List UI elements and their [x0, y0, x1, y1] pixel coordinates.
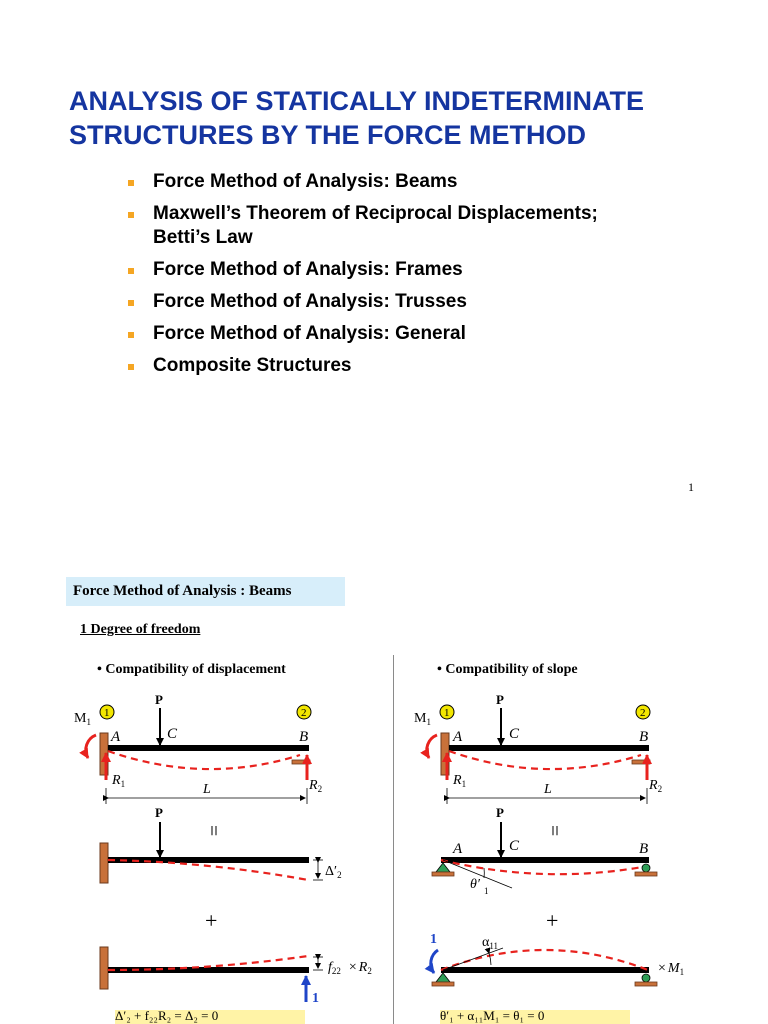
beam [108, 745, 309, 751]
support-base [635, 872, 657, 876]
load-label-p: P [155, 692, 163, 707]
reaction-moment-arrow [86, 735, 96, 758]
pin-support [436, 863, 450, 872]
point-label-a: A [453, 729, 463, 745]
section-title: Force Method of Analysis : Beams [66, 577, 345, 606]
load-label-p: P [496, 805, 504, 820]
deflected-shape [449, 751, 641, 769]
list-item-text: Composite Structures [153, 355, 352, 376]
left-column-heading: • Compatibility of displacement [97, 662, 286, 677]
moment-product-label: × $M_1$ [658, 961, 685, 977]
slope-tangent-line [443, 948, 503, 970]
point-label-a: A [111, 729, 121, 745]
reaction-label-r1: $R_1$ [453, 773, 467, 789]
point-label-c: C [509, 838, 520, 854]
list-item-text: Force Method of Analysis: General [153, 323, 466, 344]
support-base [432, 872, 454, 876]
left-redundant-beam [100, 947, 372, 1006]
load-label-p: P [155, 805, 163, 820]
title-line-2: STRUCTURES BY THE FORCE METHOD [69, 120, 587, 150]
node-label-2: 2 [640, 707, 646, 719]
pin-support [436, 973, 450, 982]
reaction-label-r1: $R_1$ [112, 773, 126, 789]
plus-sign: + [546, 908, 559, 933]
length-label: L [544, 782, 552, 797]
beam [441, 967, 649, 973]
compatibility-equation-left: Δ′₂ + f₂₂R₂ = Δ₂ = 0 [115, 1010, 305, 1024]
point-label-c: C [509, 726, 520, 742]
deflected-shape [108, 751, 300, 769]
list-item-text: Force Method of Analysis: Beams [153, 171, 458, 192]
moment-label: $M_1$ [414, 711, 431, 727]
beam [449, 745, 649, 751]
unit-load-label: 1 [312, 991, 319, 1006]
node-label-1: 1 [444, 707, 450, 719]
compatibility-equation-right: θ′₁ + α₁₁M₁ = θ₁ = 0 [440, 1010, 630, 1024]
flexibility-label: $f_{22} \times R_2$ [328, 960, 372, 976]
support-base [635, 982, 657, 986]
reaction-label-r2: $R_2$ [649, 778, 663, 794]
moment-label: $M_1$ [74, 711, 91, 727]
list-item-text: Force Method of Analysis: Trusses [153, 291, 467, 312]
support-base [432, 982, 454, 986]
slope-label: θ′ $_1$ [470, 877, 489, 896]
roller-support [642, 974, 650, 982]
point-label-c: C [167, 726, 178, 742]
page-number: 1 [688, 480, 694, 494]
right-primary-beam [414, 692, 662, 804]
point-label-a: A [453, 841, 463, 857]
fixed-wall [100, 947, 108, 989]
point-label-b: B [299, 729, 309, 745]
alpha-label: $\alpha_{11}$ [482, 935, 499, 951]
right-redundant-beam [430, 932, 684, 986]
unit-moment-label: 1 [430, 932, 437, 947]
reaction-moment-arrow [427, 735, 437, 758]
right-released-beam [432, 805, 657, 933]
fixed-wall [100, 843, 108, 883]
beam [441, 857, 649, 863]
reaction-label-r2: $R_2$ [309, 778, 323, 794]
plus-sign: + [205, 908, 218, 933]
deflection-label: $\Delta'_2$ [325, 864, 342, 880]
equals-sign: = [202, 825, 224, 837]
subtitle: 1 Degree of freedom [80, 622, 201, 637]
node-label-1: 1 [104, 707, 110, 719]
list-item-text: Maxwell’s Theorem of Reciprocal Displacements; Betti’s Law [153, 203, 598, 248]
point-label-b: B [639, 841, 649, 857]
left-primary-beam [74, 692, 322, 804]
left-released-beam [100, 805, 342, 933]
length-label: L [203, 782, 211, 797]
equals-sign: = [543, 825, 565, 837]
title-line-1: ANALYSIS OF STATICALLY INDETERMINATE [69, 86, 645, 116]
node-label-2: 2 [301, 707, 307, 719]
point-label-b: B [639, 729, 649, 745]
unit-moment-arrow [431, 950, 438, 973]
list-item-text: Force Method of Analysis: Frames [153, 259, 463, 280]
roller-support [642, 864, 650, 872]
right-column-heading: • Compatibility of slope [437, 662, 578, 677]
load-label-p: P [496, 692, 504, 707]
